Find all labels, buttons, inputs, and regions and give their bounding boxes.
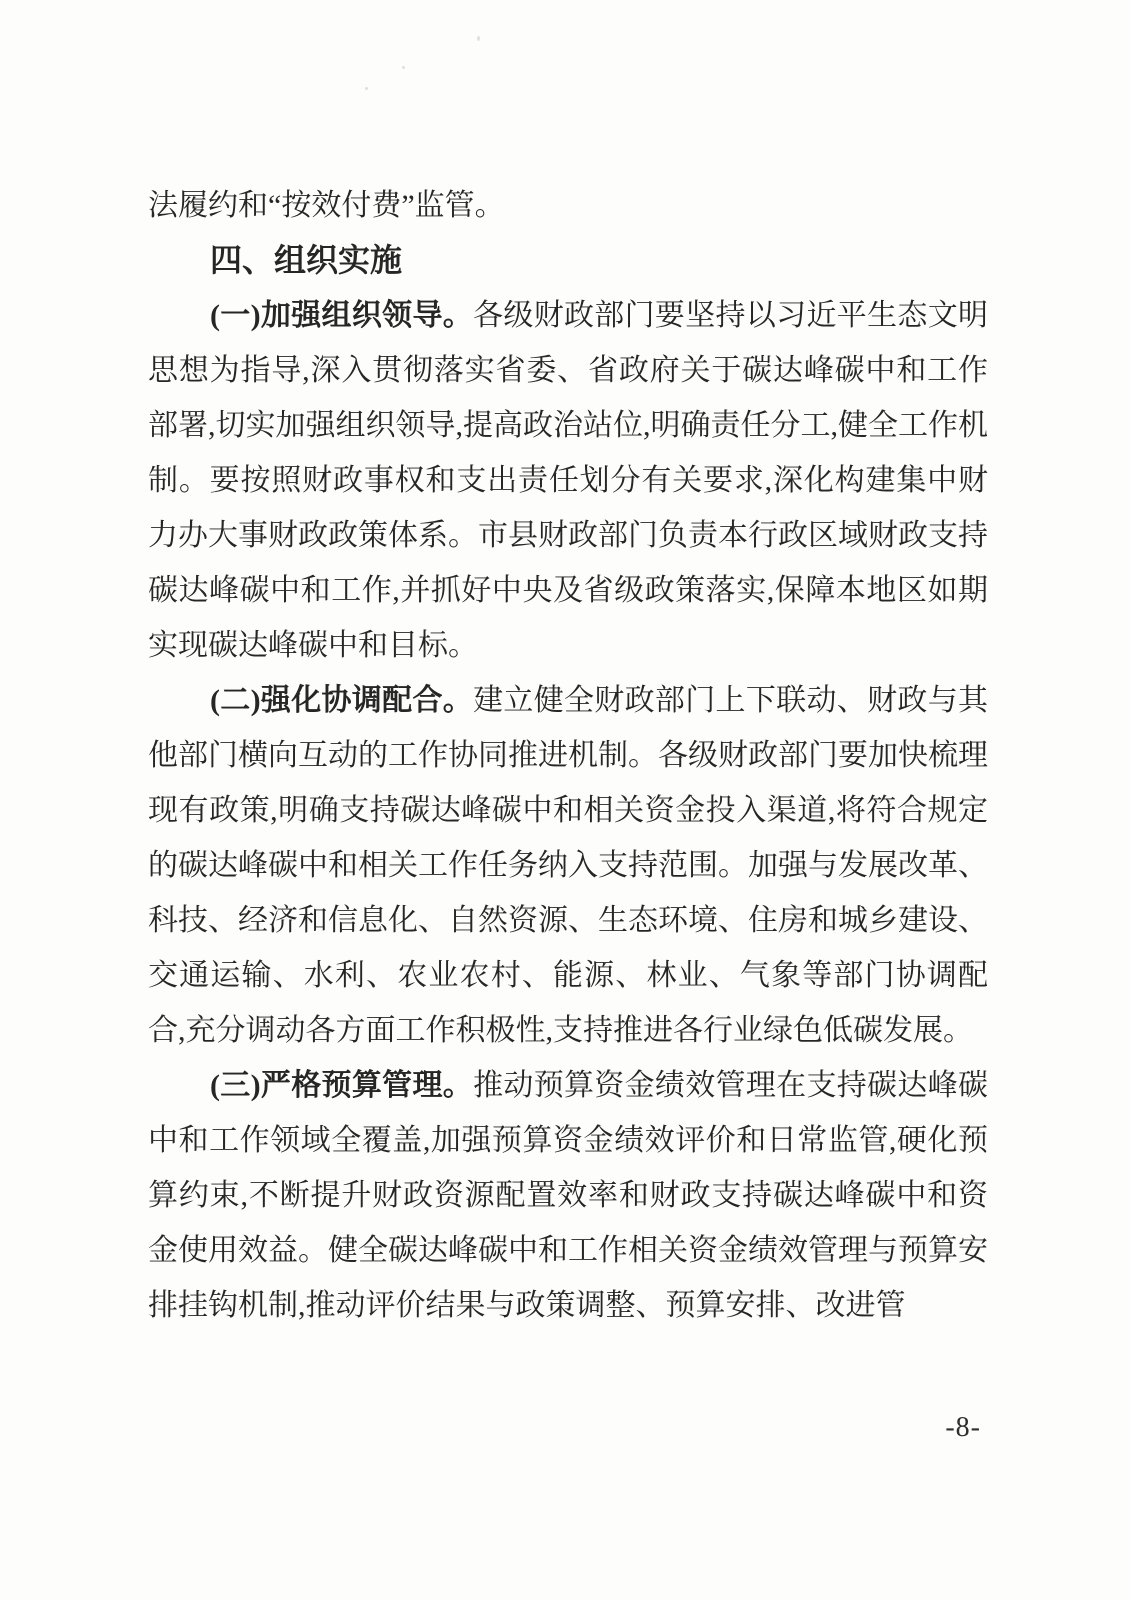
paragraph-lead: (二)强化协调配合。 [210, 684, 474, 717]
scan-speck [365, 87, 368, 90]
paragraph-text: 推动预算资金绩效管理在支持碳达峰碳中和工作领域全覆盖,加强预算资金绩效评价和日常监管,硬化预算约束,不断提升财政资源配置效率和财政支持碳达峰碳中和资金使用效益。健全碳达峰碳中和工作相关资金绩效管理与预算安排挂钩机制,推动评价结果与政策调整、预算安排、改进管 [148, 1069, 989, 1322]
paragraph-text: 法履约和“按效付费”监管。 [148, 189, 505, 222]
page-number: -8- [945, 1412, 981, 1443]
paragraph-item-2 [148, 673, 988, 1058]
paragraph-continuation [148, 178, 988, 233]
scan-speck [402, 66, 405, 69]
paragraph-lead: (一)加强组织领导。 [210, 299, 474, 332]
paragraph-lead: (三)严格预算管理。 [210, 1069, 474, 1102]
scan-speck [477, 36, 480, 41]
paragraph-item-1 [148, 288, 988, 673]
paragraph-text: 建立健全财政部门上下联动、财政与其他部门横向互动的工作协同推进机制。各级财政部门要加快梳理现有政策,明确支持碳达峰碳中和相关资金投入渠道,将符合规定的碳达峰碳中和相关工作任务纳入支持范围。加强与发展改革、科技、经济和信息化、自然资源、生态环境、住房和城乡建设、交通运输、水利、农业农村、能源、林业、气象等部门协调配合,充分调动各方面工作积极性,支持推进各行业绿色低碳发展。 [148, 684, 989, 1047]
document-body [148, 178, 988, 1333]
paragraph-item-3 [148, 1058, 988, 1333]
paragraph-text: 各级财政部门要坚持以习近平生态文明思想为指导,深入贯彻落实省委、省政府关于碳达峰碳中和工作部署,切实加强组织领导,提高政治站位,明确责任分工,健全工作机制。要按照财政事权和支出责任划分有关要求,深化构建集中财力办大事财政政策体系。市县财政部门负责本行政区域财政支持碳达峰碳中和工作,并抓好中央及省级政策落实,保障本地区如期实现碳达峰碳中和目标。 [148, 299, 989, 662]
paragraph-lead: 四、组织实施 [210, 242, 403, 278]
section-heading-4 [148, 233, 988, 288]
